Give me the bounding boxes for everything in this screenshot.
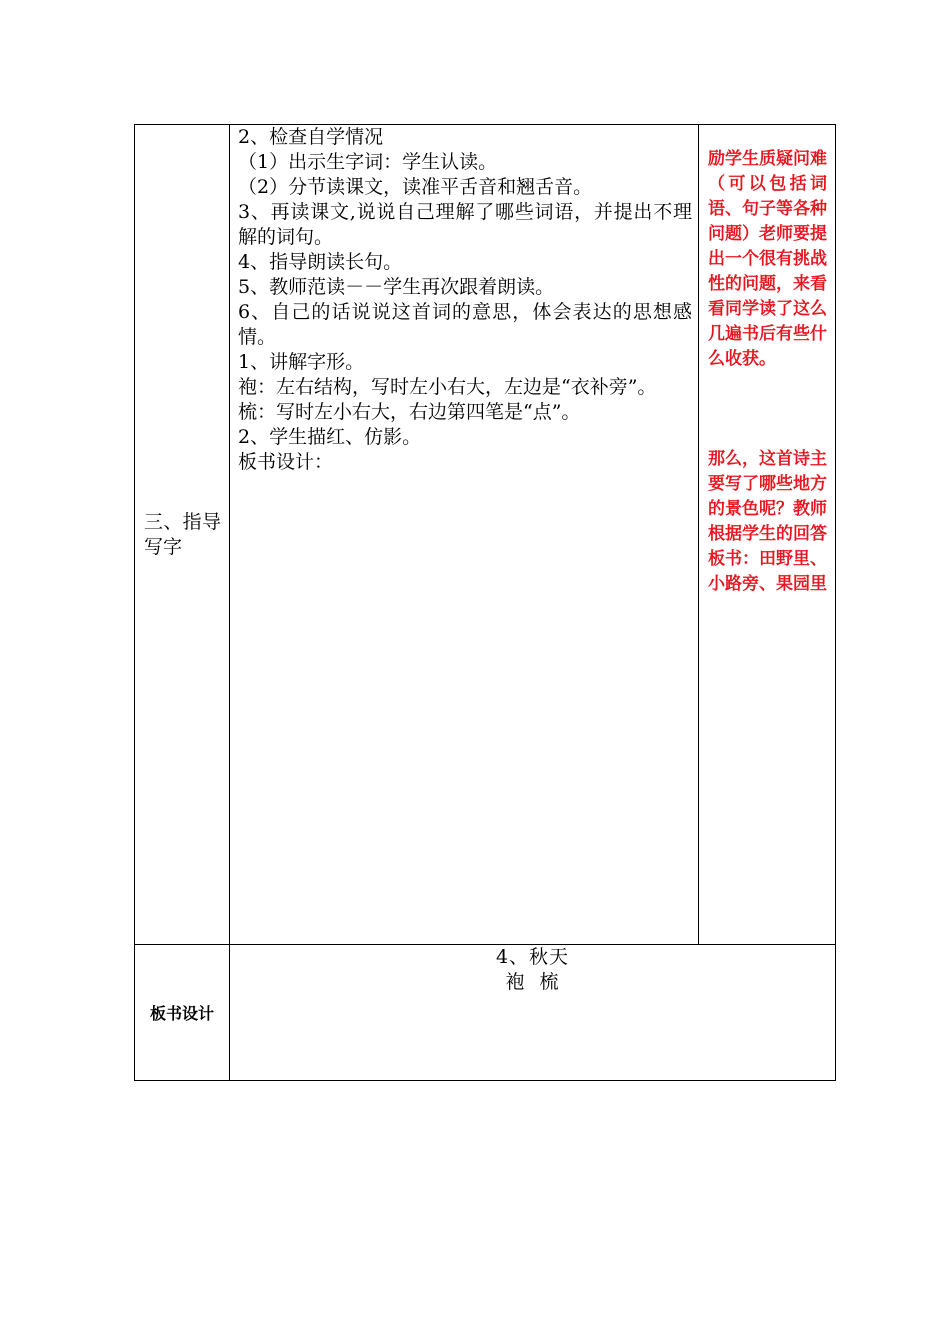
lesson-plan-table [134,124,836,1081]
content-line: 1、讲解字形。 [238,351,365,373]
section-label: 三、指导写字 [144,510,221,558]
teacher-note-cell [699,125,836,945]
teacher-note: 那么，这首诗主要写了哪些地方的景色呢？教师根据学生的回答板书：田野里、小路旁、果园里 [708,449,827,594]
board-content-cell [230,945,836,1081]
content-line: 袍：左右结构，写时左小右大，左边是“衣补旁”。 [238,376,657,398]
board-line: 4、秋天 [495,946,570,968]
content-line: （1）出示生字词：学生认读。 [238,151,498,173]
content-line: 2、检查自学情况 [238,126,384,148]
board-label-cell [135,945,230,1081]
content-line: 板书设计： [238,451,334,473]
content-line: 6、自己的话说说这首词的意思，体会表达的思想感情。 [238,301,692,348]
content-line: （2）分节读课文，读准平舌音和翘舌音。 [238,176,593,198]
board-design-row [135,945,836,1081]
teacher-note: 励学生质疑问难（可以包括词语、句子等各种问题）老师要提出一个很有挑战性的问题，来看看同学读了这么几遍书后有些什么收获。 [708,149,827,369]
content-line: 2、学生描红、仿影。 [238,426,422,448]
teaching-step-row [135,125,836,945]
section-cell [135,125,230,945]
content-line: 5、教师范读－－学生再次跟着朗读。 [238,276,555,298]
content-line: 4、指导朗读长句。 [238,251,403,273]
board-label: 板书设计 [149,1004,214,1023]
content-line: 梳：写时左小右大，右边第四笔是“点”。 [238,401,581,423]
content-cell [230,125,699,945]
content-line: 3、再读课文,说说自己理解了哪些词语，并提出不理解的词句。 [238,201,692,248]
board-line: 袍 梳 [505,971,560,993]
